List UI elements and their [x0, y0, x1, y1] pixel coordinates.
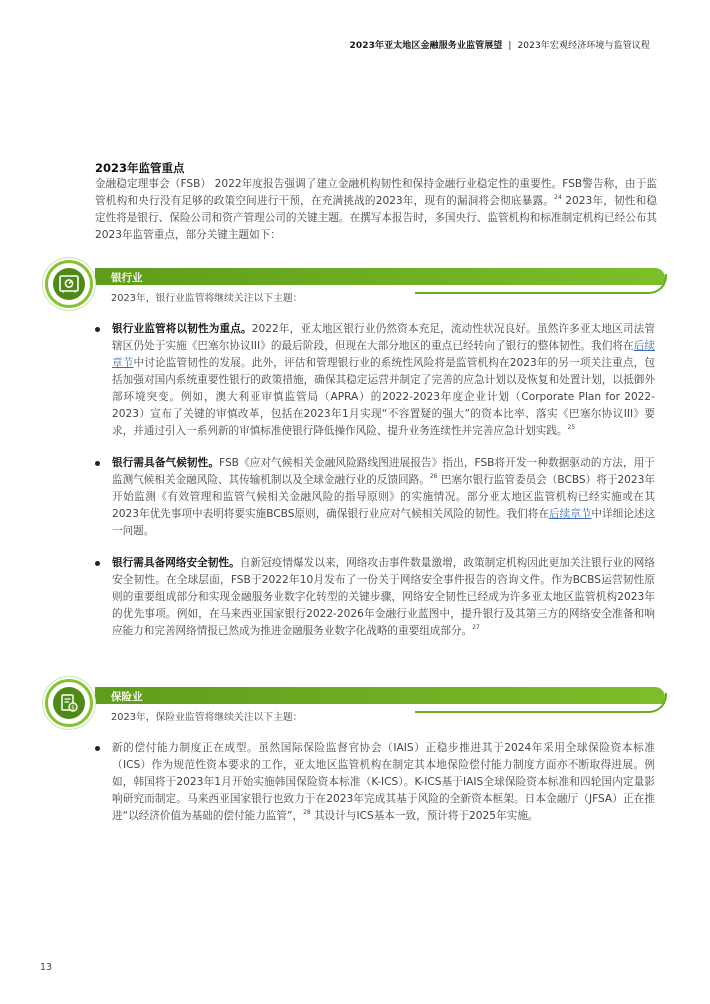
insurance-banner [45, 681, 665, 727]
intro-paragraph [95, 176, 657, 244]
banner-tail [415, 693, 667, 713]
item-text: 自新冠疫情爆发以来，网络攻击事件数量激增，政策制定机构因此更加关注银行业的网络安全韧性。在全球层面，FSB于2022年10月发布了一份关于网络安全事件报告的咨询文件。作为BCBS运营韧性原则的重要组成部分和实现金融服务业数字化转型的关键步骤，网络安全韧性已经成为许多亚太地区监管机构2023年的优先事项。例如，在马来西亚国家银行2022-2026年金融行业蓝图中，提升银行及其第三方的网络安全准备和响应能力和完善网络情报已然成为推进金融服务业数字化战略的重要组成部分。 [112, 557, 656, 637]
insurance-list [95, 740, 655, 840]
later-chapter-link[interactable]: 后续章节 [112, 340, 656, 369]
list-item [95, 455, 655, 540]
list-item [95, 555, 655, 640]
item-heading: 银行需具备气候韧性。 [112, 457, 220, 469]
chapter-title: 2023年宏观经济环境与监管议程 [517, 41, 650, 51]
item-text: 巴塞尔银行监管委员会（BCBS）将于2023年开始监测《有效管理和监管气候相关金融风险的指导原则》的实施情况。部分亚太地区监管机构已经实施或在其2023年优先事项中表明将要实施BCBS原则，确保银行业应对气候相关风险的韧性。我们将在 [112, 474, 655, 520]
safe-icon [59, 275, 79, 293]
item-text: 新的偿付能力制度正在成型。虽然国际保险监督官协会（IAIS）正稳步推进其于2024年采用全球保险资本标准（ICS）作为规范性资本要求的工作，亚太地区监管机构在制定其本地保险偿付能力制度方面亦不断取得进展。例如，韩国将于2023年1月开始实施韩国保险资本标准（K-ICS）。K-ICS基于IAIS全球保险资本标准和四轮国内定量影响研究而制定。马来西亚国家银行也致力于在2023年完成其基于风险的全新资本框架。日本金融厅（JFSA）正在推进“以经济价值为基础的偿付能力监管”， [112, 742, 655, 822]
banking-banner [45, 262, 665, 308]
page-number: 13 [40, 962, 53, 973]
section-title: 2023年监管重点 [95, 161, 185, 175]
item-text: 2022年，亚太地区银行业仍然资本充足，流动性状况良好。虽然许多亚太地区司法管辖区仍处于实施《巴塞尔协议III》的最后阶段，但现在大部分地区的重点已经转向了银行的整体韧性。我们将在 [112, 323, 655, 352]
report-title: 2023年亚太地区金融服务业监管展望 [349, 41, 503, 51]
intro-text-b: 2023年，韧性和稳定性将是银行、保险公司和资产管理公司的关键主题。在撰写本报告时，多国央行、监管机构和标准制定机构已经公布其2023年监管重点，部分关键主题如下： [95, 195, 657, 241]
list-item [95, 321, 655, 440]
banking-title: 银行业 [111, 272, 143, 284]
footnote-ref: 25 [567, 424, 576, 431]
insurance-document-icon [59, 693, 79, 713]
svg-text:$: $ [71, 704, 75, 712]
banner-tail [415, 274, 667, 294]
banking-list [95, 321, 655, 655]
item-heading: 银行需具备网络安全韧性。 [112, 557, 240, 569]
footnote-ref: 28 [303, 809, 311, 816]
insurance-title: 保险业 [111, 691, 143, 703]
item-text: 中讨论监管韧性的发展。此外，评估和管理银行业的系统性风险将是监管机构在2023年的另一项关注重点，包括加强对国内系统重要性银行的政策措施，确保其稳定运营并制定了完善的应急计划以及恢复和处置计划，以抵御外部环境突变。例如，澳大利亚审慎监管局（APRA）的2022-2023年度企业计划（Corporate Plan for 2022-2023）宣布了关键的审慎改革，包括在2023年1月实现“不容置疑的强大”的资本比率、落实《巴塞尔协议III》要求，并通过引入一系列新的审慎标准使银行降低操作风险、提升业务连续性并完善应急计划实践。 [112, 357, 656, 437]
item-text: 其设计与ICS基本一致，预计将于2025年实施。 [310, 810, 539, 822]
footnote-ref: 26 [429, 473, 438, 480]
footnote-ref: 27 [472, 624, 480, 631]
later-chapter-link[interactable]: 后续章节 [548, 508, 592, 520]
insurance-subtitle: 2023年，保险业监管将继续关注以下主题： [111, 712, 303, 723]
banner-icon-circle [45, 260, 93, 308]
item-text: 中详细论述这一问题。 [112, 508, 656, 537]
header-separator: | [508, 41, 512, 51]
item-text: FSB《应对气候相关金融风险路线图进展报告》指出，FSB将开发一种数据驱动的方法，用于监测气候相关金融风险、其传输机制以及全球金融行业的反馈回路。 [112, 457, 656, 486]
banking-subtitle: 2023年，银行业监管将继续关注以下主题： [111, 293, 303, 304]
intro-text-a: 金融稳定理事会（FSB） 2022年度报告强调了建立金融机构韧性和保持金融行业稳定性的重要性。FSB警告称，由于监管机构和央行没有足够的政策空间进行干预，在充满挑战的2023年，现有的漏洞将会彻底暴露。 [95, 178, 657, 207]
item-heading: 银行业监管将以韧性为重点。 [112, 323, 252, 335]
footnote-ref: 24 [554, 194, 562, 201]
banner-icon-circle [45, 679, 93, 727]
list-item [95, 740, 655, 825]
running-header [350, 38, 650, 51]
